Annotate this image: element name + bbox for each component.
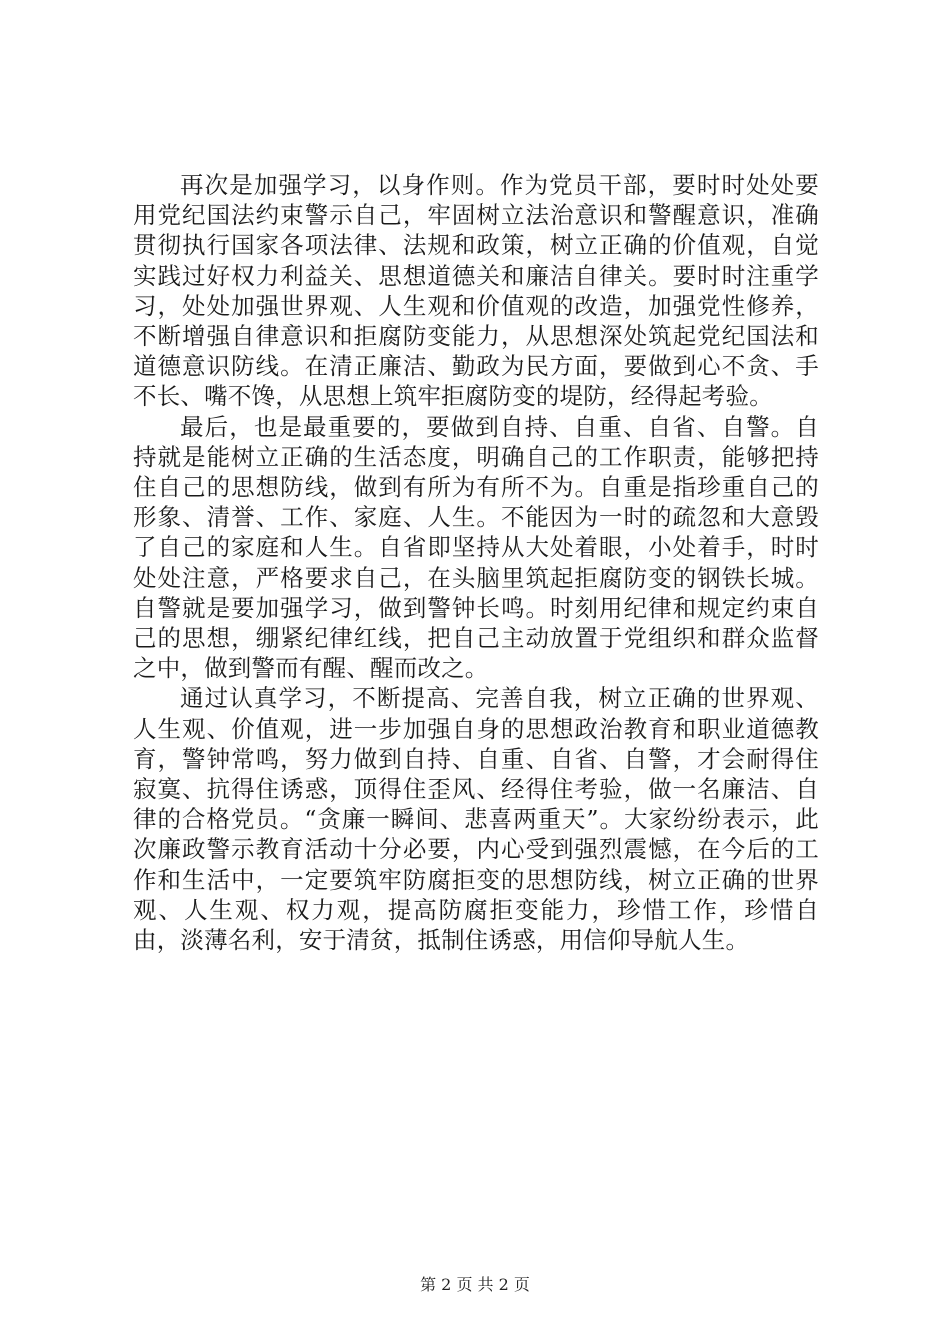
paragraph-2: 最后，也是最重要的，要做到自持、自重、自省、自警。自持就是能树立正确的生活态度，明确自己的工作职责，能够把持住自己的思想防线，做到有所为有所不为。自重是指珍重自己的形象、清誉、工作、家庭、人生。不能因为一时的疏忽和大意毁了自己的家庭和人生。自省即坚持从大处着眼，小处着手，时时处处注意，严格要求自己，在头脑里筑起拒腐防变的钢铁长城。自警就是要加强学习，做到警钟长鸣。时刻用纪律和规定约束自己的思想，绷紧纪律红线，把自己主动放置于党组织和群众监督之中，做到警而有醒、醒而改之。 [133,412,819,683]
paragraph-1: 再次是加强学习，以身作则。作为党员干部，要时时处处要用党纪国法约束警示自己，牢固树立法治意识和警醒意识，准确贯彻执行国家各项法律、法规和政策，树立正确的价值观，自觉实践过好权力利益关、思想道德关和廉洁自律关。要时时注重学习，处处加强世界观、人生观和价值观的改造，加强党性修养，不断增强自律意识和拒腐防变能力，从思想深处筑起党纪国法和道德意识防线。在清正廉洁、勤政为民方面，要做到心不贪、手不长、嘴不馋，从思想上筑牢拒腐防变的堤防，经得起考验。 [133,171,819,411]
paragraph-3: 通过认真学习，不断提高、完善自我，树立正确的世界观、人生观、价值观，进一步加强自身的思想政治教育和职业道德教育，警钟常鸣，努力做到自持、自重、自省、自警，才会耐得住寂寞、抗得住诱惑，顶得住歪风、经得住考验，做一名廉洁、自律的合格党员。“贪廉一瞬间、悲喜两重天”。大家纷纷表示，此次廉政警示教育活动十分必要，内心受到强烈震憾，在今后的工作和生活中，一定要筑牢防腐拒变的思想防线，树立正确的世界观、人生观、权力观，提高防腐拒变能力，珍惜工作，珍惜自由，淡薄名利，安于清贫，抵制住诱惑，用信仰导航人生。 [133,684,819,955]
page-footer: 第 2 页 共 2 页 [420,1275,530,1294]
document-body [133,170,819,955]
